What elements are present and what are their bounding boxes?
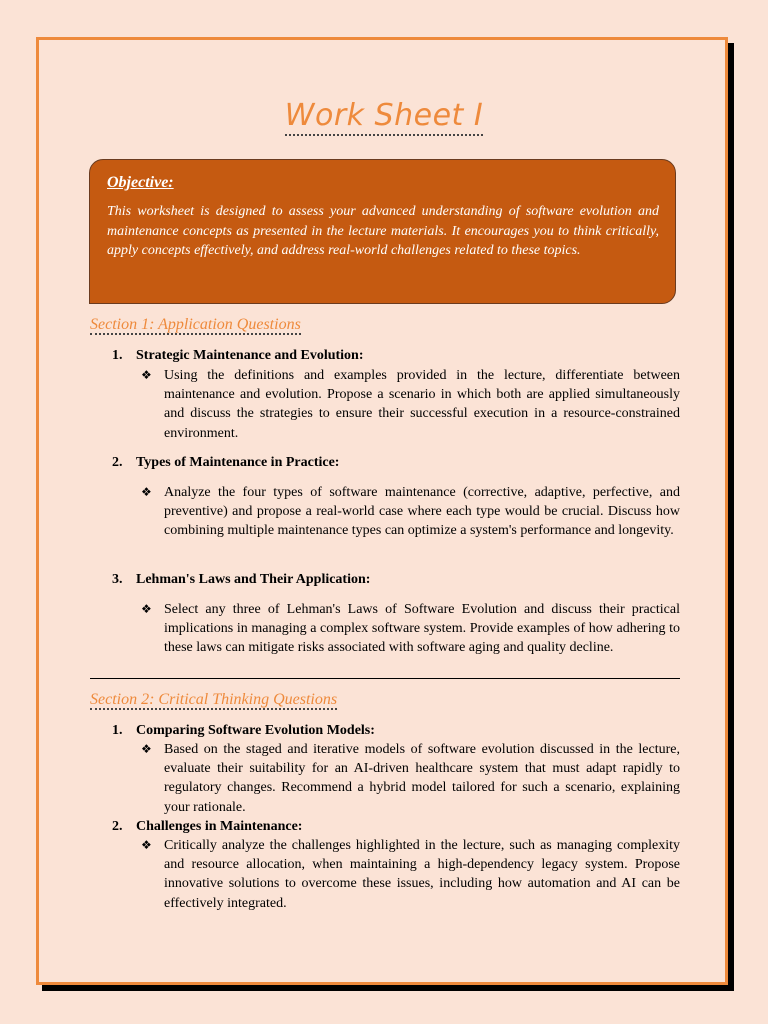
question-title: 2. Types of Maintenance in Practice:	[112, 455, 340, 470]
diamond-bullet-icon: ❖	[141, 485, 152, 499]
objective-text: This worksheet is designed to assess your advanced understanding of software evolution and maintenance concepts as presented in the lecture materials. It encourages you to think critically, apply concepts effectively, and address real-world challenges related to these topics.	[107, 204, 659, 258]
diamond-bullet-icon: ❖	[141, 742, 152, 756]
question-bullet: ❖ Using the definitions and examples provided in the lecture, differentiate between maintenance and evolution. Propose a scenario in which both are applied simultaneously and discuss the strategies to ensure their successful execution in a resource-constrained environment.	[141, 368, 680, 441]
question-bullet: ❖ Critically analyze the challenges highlighted in the lecture, such as managing complexity and resource allocation, when maintaining a high-dependency legacy system. Propose innovative solutions to overcome these issues, including how automation and AI can be effectively integrated.	[141, 838, 680, 911]
question-title: 3. Lehman's Laws and Their Application:	[112, 572, 371, 587]
section-2-question-1	[112, 723, 680, 817]
section-1-question-2	[112, 455, 680, 541]
section-2-heading: Section 2: Critical Thinking Questions	[90, 691, 338, 708]
question-title: 1. Comparing Software Evolution Models:	[112, 723, 375, 738]
diamond-bullet-icon: ❖	[141, 602, 152, 616]
question-title: 2. Challenges in Maintenance:	[112, 819, 303, 834]
diamond-bullet-icon: ❖	[141, 838, 152, 852]
objective-box	[89, 159, 676, 304]
section-1-heading: Section 1: Application Questions	[90, 316, 301, 333]
section-2-question-2	[112, 819, 680, 913]
objective-heading: Objective:	[107, 174, 174, 191]
section-1-question-1	[112, 348, 680, 443]
page-title: Work Sheet I	[0, 98, 768, 133]
question-title: 1. Strategic Maintenance and Evolution:	[112, 348, 364, 363]
question-bullet: ❖ Select any three of Lehman's Laws of Software Evolution and discuss their practical implications in managing a complex software system. Provide examples of how adhering to these laws can mitigate risks associated with software aging and quality decline.	[141, 602, 680, 656]
section-1-question-3	[112, 572, 680, 658]
diamond-bullet-icon: ❖	[141, 368, 152, 382]
question-bullet: ❖ Based on the staged and iterative models of software evolution discussed in the lecture, evaluate their suitability for an AI-driven healthcare system that must adapt rapidly to regulatory changes. Recommend a hybrid model tailored for such a scenario, explaining your rationale.	[141, 742, 680, 815]
section-divider	[90, 678, 680, 679]
question-bullet: ❖ Analyze the four types of software maintenance (corrective, adaptive, perfective, and preventive) and propose a real-world case where each type would be crucial. Discuss how combining multiple maintenance types can optimize a system's performance and longevity.	[141, 485, 680, 539]
